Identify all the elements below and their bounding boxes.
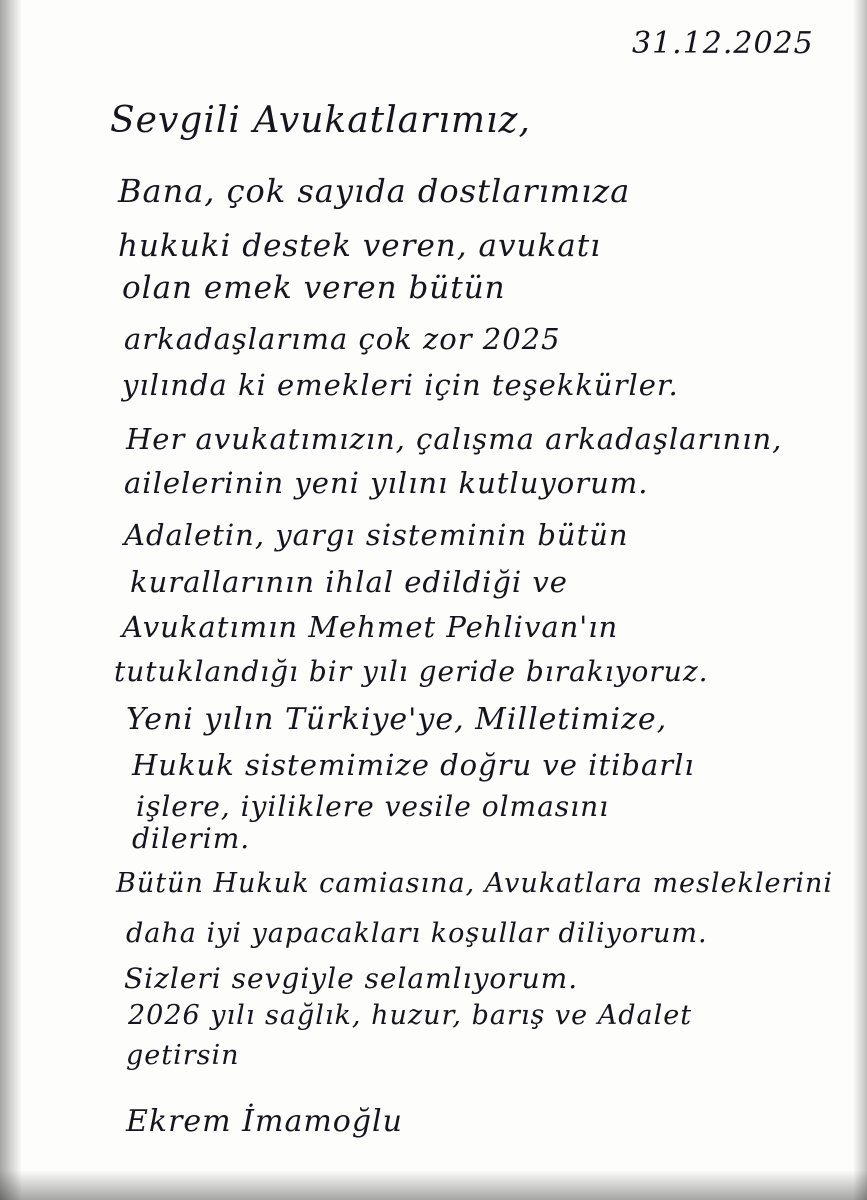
letter-salutation: Sevgili Avukatlarımız, [110, 100, 531, 141]
letter-line: dilerim. [132, 822, 251, 855]
letter-line: arkadaşlarıma çok zor 2025 [124, 322, 561, 356]
letter-line: tutuklandığı bir yılı geride bırakıyoruz. [114, 655, 709, 688]
letter-line: kurallarının ihlal edildiği ve [130, 565, 568, 599]
letter-line: yılında ki emekleri için teşekkürler. [122, 368, 679, 402]
letter-line: Her avukatımızın, çalışma arkadaşlarının, [126, 422, 783, 456]
letter-line: Yeni yılın Türkiye'ye, Milletimize, [126, 702, 668, 737]
letter-line: işlere, iyiliklere vesile olmasını [136, 790, 610, 823]
page-edge-shadow [0, 1170, 867, 1200]
letter-line: Hukuk sistemimize doğru ve itibarlı [132, 748, 695, 782]
letter-line: Sizleri sevgiyle selamlıyorum. [124, 962, 579, 995]
letter-line: Bütün Hukuk camiasına, Avukatlara mesleklerini [116, 868, 834, 899]
letter-line: getirsin [126, 1040, 240, 1071]
letter-line: ailelerinin yeni yılını kutluyorum. [124, 466, 649, 500]
page-edge-shadow [853, 0, 867, 1200]
letter-line: 2026 yılı sağlık, huzur, barış ve Adalet [128, 1000, 693, 1031]
letter-line: Adaletin, yargı sisteminin bütün [124, 518, 629, 552]
letter-line: Avukatımın Mehmet Pehlivan'ın [122, 610, 619, 644]
letter-line: hukuki destek veren, avukatı [118, 228, 602, 264]
letter-line: olan emek veren bütün [122, 270, 506, 306]
letter-signature: Ekrem İmamoğlu [126, 1104, 403, 1139]
page-edge-shadow [0, 0, 22, 1200]
letter-line: Bana, çok sayıda dostlarımıza [118, 172, 631, 210]
letter-date: 31.12.2025 [632, 26, 814, 61]
letter-line: daha iyi yapacakları koşullar diliyorum. [126, 918, 708, 949]
